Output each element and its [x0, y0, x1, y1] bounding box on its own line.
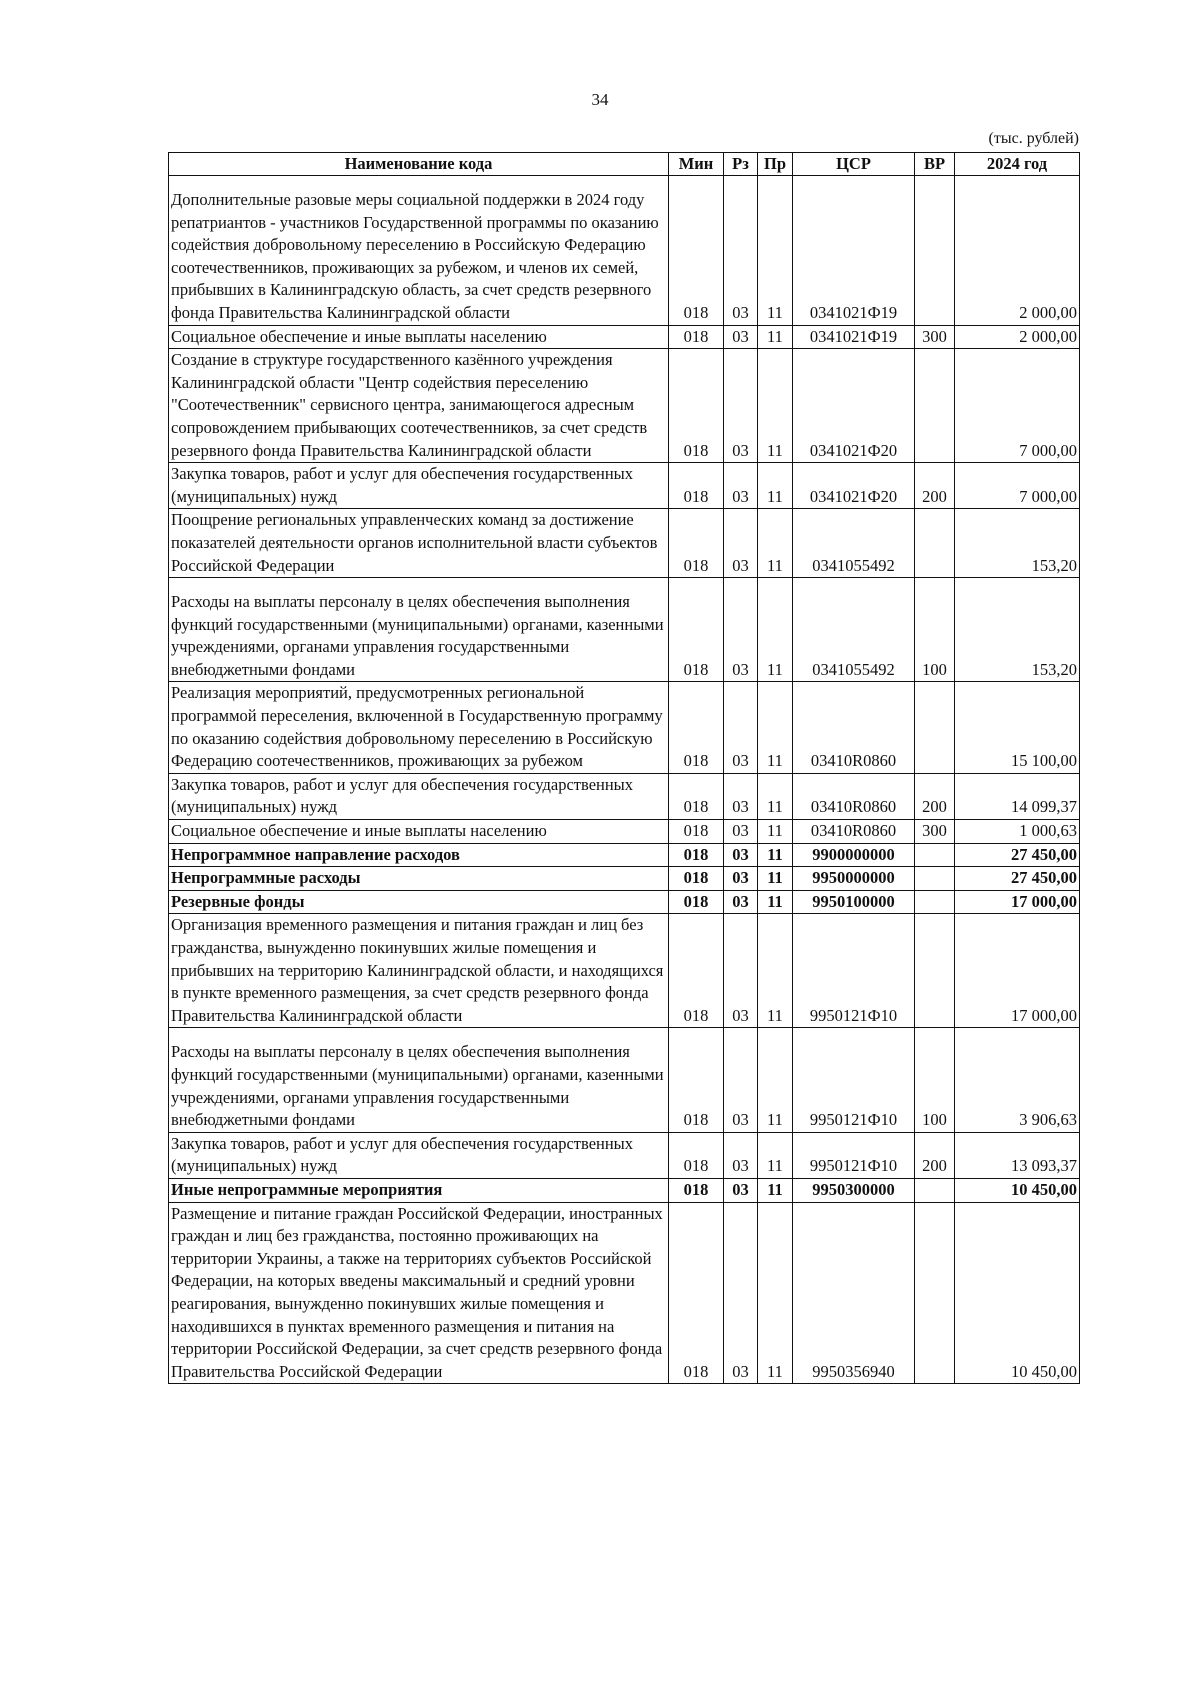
row-name: Поощрение региональных управленческих команд за достижение показателей деятельности органов исполнительной власти субъектов Российской Федерации	[169, 509, 669, 578]
row-csr: 0341055492	[793, 578, 915, 682]
row-csr: 9950300000	[793, 1178, 915, 1202]
row-rz: 03	[724, 1028, 758, 1132]
row-rz: 03	[724, 773, 758, 819]
row-csr: 0341055492	[793, 509, 915, 578]
row-min: 018	[669, 325, 724, 349]
row-name: Расходы на выплаты персоналу в целях обеспечения выполнения функций государственными (муниципальными) органами, казенными учреждениями, органами управления государственными внебюджетными фондами	[169, 1028, 669, 1132]
row-pr: 11	[758, 1202, 793, 1384]
row-rz: 03	[724, 682, 758, 773]
row-csr: 0341021Ф20	[793, 463, 915, 509]
row-rz: 03	[724, 325, 758, 349]
row-min: 018	[669, 843, 724, 867]
row-csr: 9950100000	[793, 890, 915, 914]
row-name: Социальное обеспечение и иные выплаты населению	[169, 820, 669, 844]
header-min: Мин	[669, 153, 724, 176]
row-pr: 11	[758, 1178, 793, 1202]
row-min: 018	[669, 1202, 724, 1384]
table-row	[169, 509, 1080, 578]
row-rz: 03	[724, 914, 758, 1028]
row-rz: 03	[724, 867, 758, 891]
row-vr	[915, 1178, 955, 1202]
row-csr: 9950356940	[793, 1202, 915, 1384]
table-header-row	[169, 153, 1080, 176]
row-vr: 200	[915, 1132, 955, 1178]
row-min: 018	[669, 1028, 724, 1132]
row-pr: 11	[758, 914, 793, 1028]
row-rz: 03	[724, 890, 758, 914]
table-row	[169, 1132, 1080, 1178]
table-row	[169, 867, 1080, 891]
header-vr: ВР	[915, 153, 955, 176]
row-amount: 153,20	[955, 509, 1080, 578]
row-csr: 9950121Ф10	[793, 1028, 915, 1132]
header-rz: Рз	[724, 153, 758, 176]
table-row	[169, 176, 1080, 326]
row-rz: 03	[724, 509, 758, 578]
units-label: (тыс. рублей)	[988, 130, 1079, 147]
row-amount: 7 000,00	[955, 463, 1080, 509]
table-row	[169, 1202, 1080, 1384]
row-amount: 3 906,63	[955, 1028, 1080, 1132]
row-amount: 7 000,00	[955, 349, 1080, 463]
row-vr	[915, 349, 955, 463]
row-vr: 200	[915, 773, 955, 819]
row-vr: 100	[915, 578, 955, 682]
row-amount: 17 000,00	[955, 914, 1080, 1028]
row-min: 018	[669, 820, 724, 844]
row-amount: 10 450,00	[955, 1178, 1080, 1202]
row-min: 018	[669, 578, 724, 682]
row-rz: 03	[724, 463, 758, 509]
row-amount: 2 000,00	[955, 176, 1080, 326]
table-row	[169, 843, 1080, 867]
row-vr: 100	[915, 1028, 955, 1132]
row-pr: 11	[758, 578, 793, 682]
row-amount: 14 099,37	[955, 773, 1080, 819]
row-rz: 03	[724, 1178, 758, 1202]
header-name: Наименование кода	[169, 153, 669, 176]
table-row	[169, 1028, 1080, 1132]
table-row	[169, 325, 1080, 349]
row-name: Непрограммное направление расходов	[169, 843, 669, 867]
row-rz: 03	[724, 843, 758, 867]
table-row	[169, 349, 1080, 463]
row-amount: 27 450,00	[955, 843, 1080, 867]
row-vr	[915, 1202, 955, 1384]
row-amount: 1 000,63	[955, 820, 1080, 844]
row-name: Закупка товаров, работ и услуг для обеспечения государственных (муниципальных) нужд	[169, 773, 669, 819]
row-rz: 03	[724, 578, 758, 682]
row-csr: 03410R0860	[793, 682, 915, 773]
row-name: Создание в структуре государственного казённого учреждения Калининградской области "Центр содействия переселению "Соотечественник" сервисного центра, занимающегося адресным сопровождением прибывающих соотечественников, за счет средств резервного фонда Правительства Калининградской области	[169, 349, 669, 463]
row-name: Закупка товаров, работ и услуг для обеспечения государственных (муниципальных) нужд	[169, 463, 669, 509]
row-min: 018	[669, 509, 724, 578]
row-min: 018	[669, 176, 724, 326]
table-row	[169, 914, 1080, 1028]
row-min: 018	[669, 890, 724, 914]
row-rz: 03	[724, 349, 758, 463]
row-pr: 11	[758, 1028, 793, 1132]
row-rz: 03	[724, 1202, 758, 1384]
row-vr	[915, 914, 955, 1028]
row-vr: 300	[915, 820, 955, 844]
row-csr: 03410R0860	[793, 773, 915, 819]
row-min: 018	[669, 914, 724, 1028]
row-min: 018	[669, 349, 724, 463]
row-pr: 11	[758, 325, 793, 349]
row-name: Непрограммные расходы	[169, 867, 669, 891]
row-csr: 03410R0860	[793, 820, 915, 844]
row-amount: 27 450,00	[955, 867, 1080, 891]
row-name: Расходы на выплаты персоналу в целях обеспечения выполнения функций государственными (муниципальными) органами, казенными учреждениями, органами управления государственными внебюджетными фондами	[169, 578, 669, 682]
header-csr: ЦСР	[793, 153, 915, 176]
row-pr: 11	[758, 773, 793, 819]
row-vr: 300	[915, 325, 955, 349]
row-min: 018	[669, 463, 724, 509]
row-name: Реализация мероприятий, предусмотренных региональной программой переселения, включенной в Государственную программу по оказанию содействия добровольному переселению в Российскую Федерацию соотечественников, проживающих за рубежом	[169, 682, 669, 773]
row-pr: 11	[758, 682, 793, 773]
table-row	[169, 1178, 1080, 1202]
row-pr: 11	[758, 867, 793, 891]
row-csr: 9950000000	[793, 867, 915, 891]
table-row	[169, 578, 1080, 682]
row-min: 018	[669, 867, 724, 891]
row-csr: 0341021Ф19	[793, 176, 915, 326]
row-vr	[915, 176, 955, 326]
row-min: 018	[669, 773, 724, 819]
row-name: Дополнительные разовые меры социальной поддержки в 2024 году репатриантов - участников Государственной программы по оказанию содействия добровольному переселению в Российскую Федерацию соотечественников, проживающих за рубежом, и членов их семей, прибывших в Калининградскую область, за счет средств резервного фонда Правительства Калининградской области	[169, 176, 669, 326]
row-vr: 200	[915, 463, 955, 509]
page-number: 34	[591, 90, 609, 109]
table-row	[169, 890, 1080, 914]
row-vr	[915, 509, 955, 578]
row-amount: 2 000,00	[955, 325, 1080, 349]
table-row	[169, 682, 1080, 773]
row-rz: 03	[724, 1132, 758, 1178]
row-pr: 11	[758, 843, 793, 867]
row-csr: 9950121Ф10	[793, 1132, 915, 1178]
budget-table	[168, 152, 1080, 1384]
row-min: 018	[669, 682, 724, 773]
row-min: 018	[669, 1178, 724, 1202]
row-name: Размещение и питание граждан Российской Федерации, иностранных граждан и лиц без гражданства, постоянно проживающих на территории Украины, а также на территориях субъектов Российской Федерации, на которых введены максимальный и средний уровни реагирования, вынужденно покинувших жилые помещения и находившихся в пунктах временного размещения и питания на территории Российской Федерации, за счет средств резервного фонда Правительства Российской Федерации	[169, 1202, 669, 1384]
header-year: 2024 год	[955, 153, 1080, 176]
table-row	[169, 463, 1080, 509]
row-rz: 03	[724, 820, 758, 844]
table-row	[169, 773, 1080, 819]
row-amount: 17 000,00	[955, 890, 1080, 914]
row-csr: 9950121Ф10	[793, 914, 915, 1028]
header-pr: Пр	[758, 153, 793, 176]
row-name: Резервные фонды	[169, 890, 669, 914]
row-pr: 11	[758, 463, 793, 509]
row-vr	[915, 682, 955, 773]
row-pr: 11	[758, 1132, 793, 1178]
row-amount: 10 450,00	[955, 1202, 1080, 1384]
row-vr	[915, 867, 955, 891]
row-rz: 03	[724, 176, 758, 326]
row-min: 018	[669, 1132, 724, 1178]
row-name: Закупка товаров, работ и услуг для обеспечения государственных (муниципальных) нужд	[169, 1132, 669, 1178]
row-pr: 11	[758, 509, 793, 578]
row-amount: 13 093,37	[955, 1132, 1080, 1178]
row-vr	[915, 843, 955, 867]
row-pr: 11	[758, 349, 793, 463]
table-body	[169, 176, 1080, 1384]
row-csr: 0341021Ф20	[793, 349, 915, 463]
table-row	[169, 820, 1080, 844]
row-csr: 0341021Ф19	[793, 325, 915, 349]
row-name: Социальное обеспечение и иные выплаты населению	[169, 325, 669, 349]
row-pr: 11	[758, 890, 793, 914]
row-csr: 9900000000	[793, 843, 915, 867]
row-name: Организация временного размещения и питания граждан и лиц без гражданства, вынужденно покинувших жилые помещения и прибывших на территорию Калининградской области, и находящихся в пункте временного размещения, за счет средств резервного фонда Правительства Калининградской области	[169, 914, 669, 1028]
row-vr	[915, 890, 955, 914]
row-amount: 153,20	[955, 578, 1080, 682]
row-pr: 11	[758, 820, 793, 844]
row-name: Иные непрограммные мероприятия	[169, 1178, 669, 1202]
row-pr: 11	[758, 176, 793, 326]
row-amount: 15 100,00	[955, 682, 1080, 773]
